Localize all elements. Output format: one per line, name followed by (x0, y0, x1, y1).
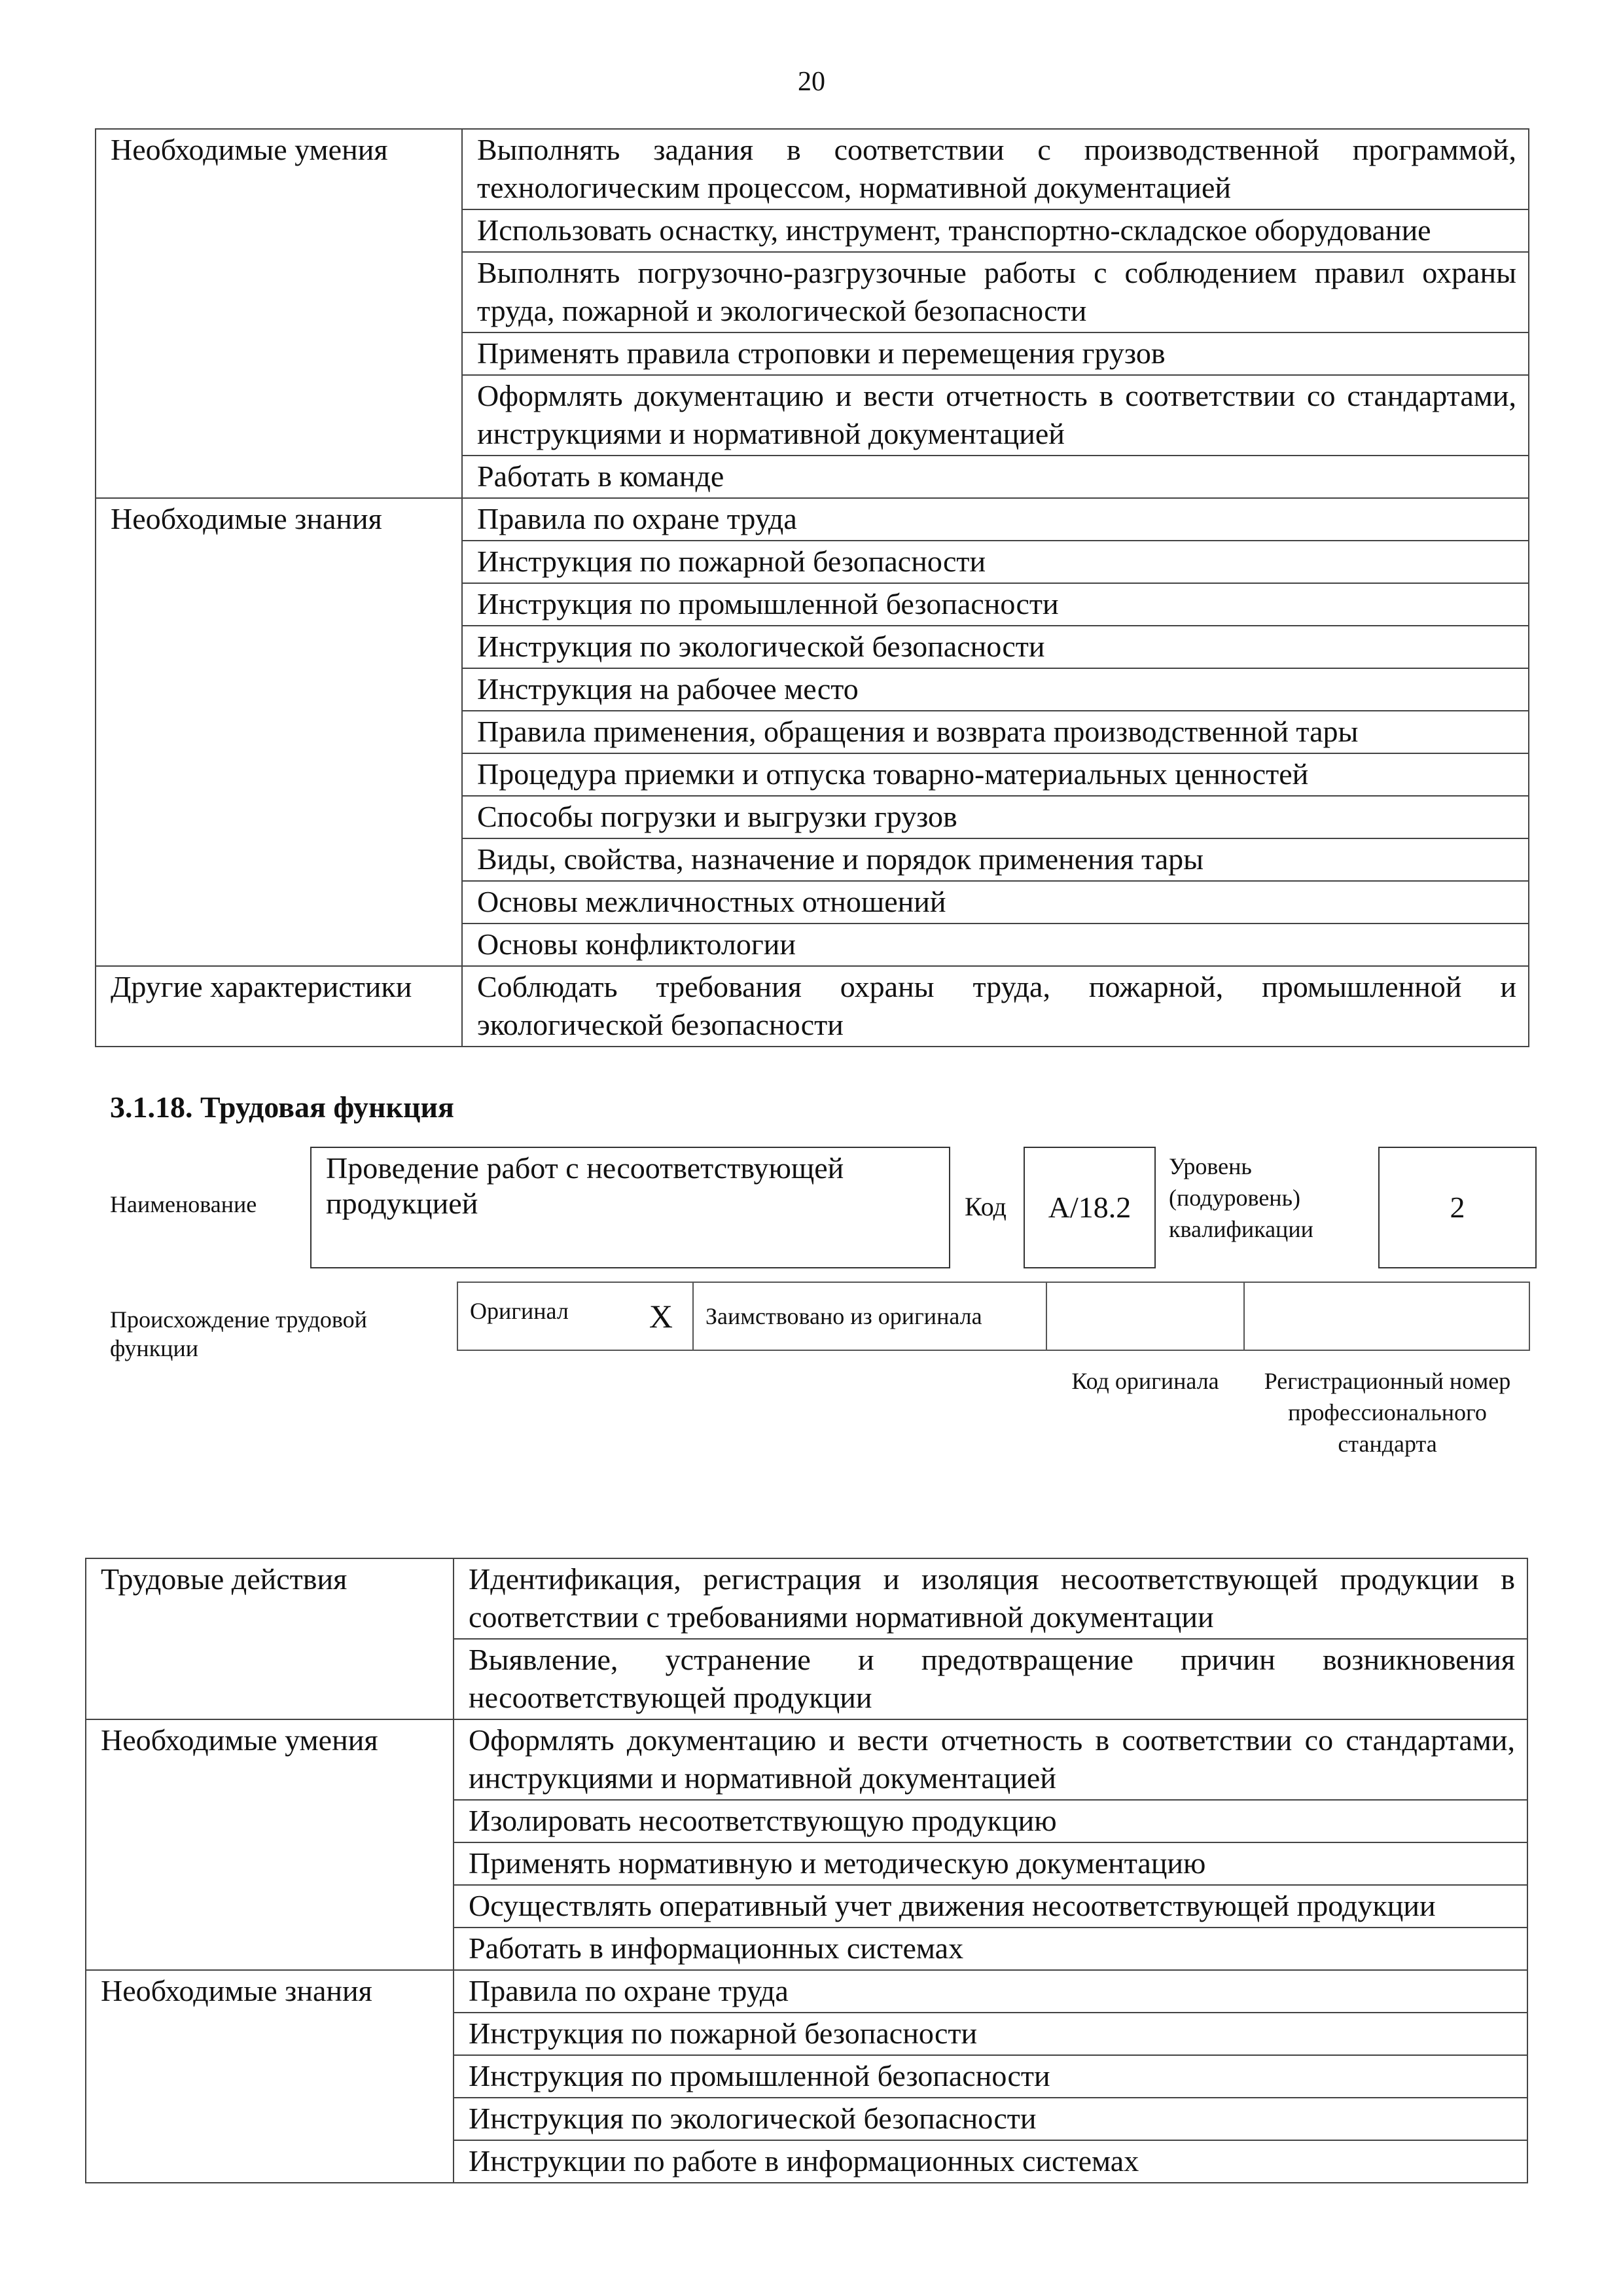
requirement-item: Процедура приемки и отпуска товарно-материальных ценностей (462, 753, 1529, 796)
requirement-item: Инструкция по экологической безопасности (454, 2098, 1527, 2140)
page-number: 20 (798, 67, 825, 97)
row-heading: Необходимые умения (86, 1719, 454, 1970)
requirement-item: Инструкция по промышленной безопасности (462, 583, 1529, 626)
requirement-item: Виды, свойства, назначение и порядок применения тары (462, 838, 1529, 881)
requirement-item: Изолировать несоответствующую продукцию (454, 1800, 1527, 1842)
row-heading: Трудовые действия (86, 1558, 454, 1719)
bottom-requirements-table (85, 1558, 1528, 2183)
requirement-item: Инструкция по промышленной безопасности (454, 2055, 1527, 2098)
table-row (86, 1970, 1527, 2013)
row-heading: Необходимые умения (96, 129, 462, 498)
requirement-item: Инструкция по пожарной безопасности (462, 541, 1529, 583)
row-heading: Другие характеристики (96, 966, 462, 1047)
origin-mark: X (649, 1298, 673, 1335)
origin-original-label: Оригинал (470, 1298, 569, 1324)
origin-label: Происхождение трудовой функции (110, 1306, 367, 1361)
table-row (96, 966, 1529, 1047)
requirement-item: Правила по охране труда (462, 498, 1529, 541)
level-box (1378, 1147, 1537, 1268)
name-label: Наименование (110, 1191, 257, 1217)
requirement-item: Выполнять задания в соответствии с производственной программой, технологическим процессом, нормативной документацией (462, 129, 1529, 209)
requirement-item: Применять нормативную и методическую документацию (454, 1842, 1527, 1885)
caption-code: Код оригинала (1071, 1368, 1219, 1394)
row-heading: Необходимые знания (96, 498, 462, 966)
top-requirements-table (95, 128, 1529, 1047)
requirement-item: Инструкция по экологической безопасности (462, 626, 1529, 668)
requirement-item: Правила применения, обращения и возврата производственной тары (462, 711, 1529, 753)
origin-borrowed-label: Заимствовано из оригинала (705, 1303, 982, 1329)
table-row (96, 129, 1529, 209)
requirement-item: Инструкция на рабочее место (462, 668, 1529, 711)
table-row (86, 1558, 1527, 1639)
caption-reg: Регистрационный номер профессионального стандарта (1264, 1368, 1511, 1457)
row-heading: Необходимые знания (86, 1970, 454, 2183)
requirement-item: Способы погрузки и выгрузки грузов (462, 796, 1529, 838)
requirement-item: Осуществлять оперативный учет движения несоответствующей продукции (454, 1885, 1527, 1928)
requirement-item: Выявление, устранение и предотвращение причин возникновения несоответствующей продукции (454, 1639, 1527, 1719)
requirement-item: Соблюдать требования охраны труда, пожарной, промышленной и экологической безопасности (462, 966, 1529, 1047)
requirement-item: Выполнять погрузочно-разгрузочные работы с соблюдением правил охраны труда, пожарной и экологической безопасности (462, 252, 1529, 332)
origin-reg-cell (1244, 1282, 1529, 1350)
requirement-item: Правила по охране труда (454, 1970, 1527, 2013)
code-label: Код (965, 1192, 1007, 1221)
section-title: 3.1.18. Трудовая функция (110, 1090, 454, 1124)
code-value: А/18.2 (1048, 1191, 1132, 1224)
table-row (96, 498, 1529, 541)
requirement-item: Работать в команде (462, 456, 1529, 498)
requirement-item: Применять правила строповки и перемещения грузов (462, 332, 1529, 375)
requirement-item: Идентификация, регистрация и изоляция несоответствующей продукции в соответствии с требованиями нормативной документации (454, 1558, 1527, 1639)
requirement-item: Оформлять документацию и вести отчетность в соответствии со стандартами, инструкциями и нормативной документацией (454, 1719, 1527, 1800)
function-name-box (310, 1147, 950, 1268)
requirement-item: Основы межличностных отношений (462, 881, 1529, 924)
table-row (86, 1719, 1527, 1800)
origin-original-cell (457, 1282, 693, 1350)
requirement-item: Оформлять документацию и вести отчетность в соответствии со стандартами, инструкциями и нормативной документацией (462, 375, 1529, 456)
level-label: Уровень (подуровень) квалификации (1169, 1153, 1313, 1242)
requirement-item: Использовать оснастку, инструмент, транспортно-складское оборудование (462, 209, 1529, 252)
origin-borrowed-cell (693, 1282, 1046, 1350)
origin-code-cell (1046, 1282, 1244, 1350)
requirement-item: Работать в информационных системах (454, 1928, 1527, 1970)
origin-table (457, 1282, 1530, 1351)
code-box (1024, 1147, 1156, 1268)
requirement-item: Инструкция по пожарной безопасности (454, 2013, 1527, 2055)
level-value: 2 (1450, 1191, 1465, 1224)
requirement-item: Инструкции по работе в информационных системах (454, 2140, 1527, 2183)
function-name-value: Проведение работ с несоответствующей продукцией (326, 1151, 844, 1220)
requirement-item: Основы конфликтологии (462, 924, 1529, 966)
